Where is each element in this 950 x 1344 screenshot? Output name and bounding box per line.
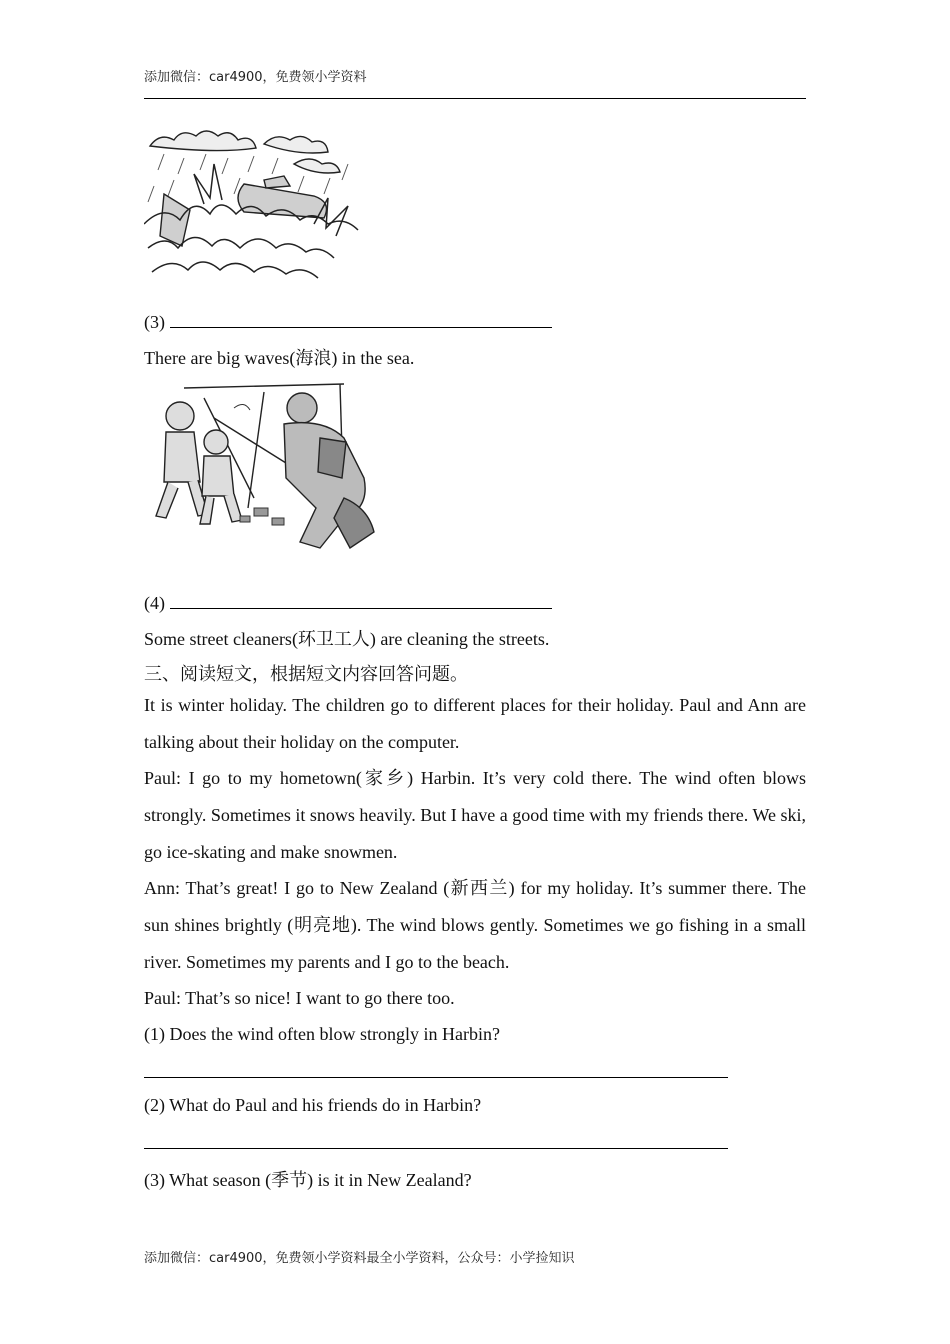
- header-divider: [144, 98, 806, 99]
- page-footer-text: 添加微信：car4900，免费领小学资料最全小学资料，公众号：小学捡知识: [144, 1251, 575, 1266]
- reading-paragraph-2: Paul: I go to my hometown(家乡) Harbin. It’s very cold there. The wind often blows strongly. Sometimes it snows heavily. But I have a good time with my friends there. We ski, go ice-skating and make snowmen.: [144, 768, 806, 862]
- stormy-sea-boat-illustration: [144, 124, 364, 290]
- reading-paragraph-4: Paul: That’s so nice! I want to go there too.: [144, 988, 455, 1008]
- item-3-blank[interactable]: [170, 309, 552, 328]
- item-4-sentence: Some street cleaners(环卫工人) are cleaning the streets.: [144, 629, 550, 649]
- reading-paragraph-1: It is winter holiday. The children go to different places for their holiday. Paul and Ann are talking about their holiday on the computer.: [144, 695, 806, 752]
- item-3-answer-line: [144, 309, 552, 333]
- section-three-heading: 三、阅读短文，根据短文内容回答问题。: [144, 664, 468, 684]
- question-3: (3) What season (季节) is it in New Zealand?: [144, 1170, 472, 1190]
- item-3-number: (3): [144, 312, 165, 332]
- question-2: (2) What do Paul and his friends do in Harbin?: [144, 1095, 482, 1115]
- reading-paragraph-3: Ann: That’s great! I go to New Zealand (新西兰) for my holiday. It’s summer there. The sun shines brightly (明亮地). The wind blows gently. Sometimes we go fishing in a small river. Sometimes my parents and I go to the beach.: [144, 878, 806, 972]
- windy-street-children-illustration: [144, 378, 384, 552]
- item-4-number: (4): [144, 593, 165, 613]
- question-2-answer-line[interactable]: [144, 1148, 728, 1149]
- question-1: (1) Does the wind often blow strongly in Harbin?: [144, 1024, 500, 1044]
- item-4-blank[interactable]: [170, 590, 552, 609]
- page-header-text: 添加微信：car4900，免费领小学资料: [144, 70, 367, 85]
- item-4-answer-line: [144, 590, 552, 614]
- question-1-answer-line[interactable]: [144, 1077, 728, 1078]
- item-3-sentence: There are big waves(海浪) in the sea.: [144, 348, 415, 368]
